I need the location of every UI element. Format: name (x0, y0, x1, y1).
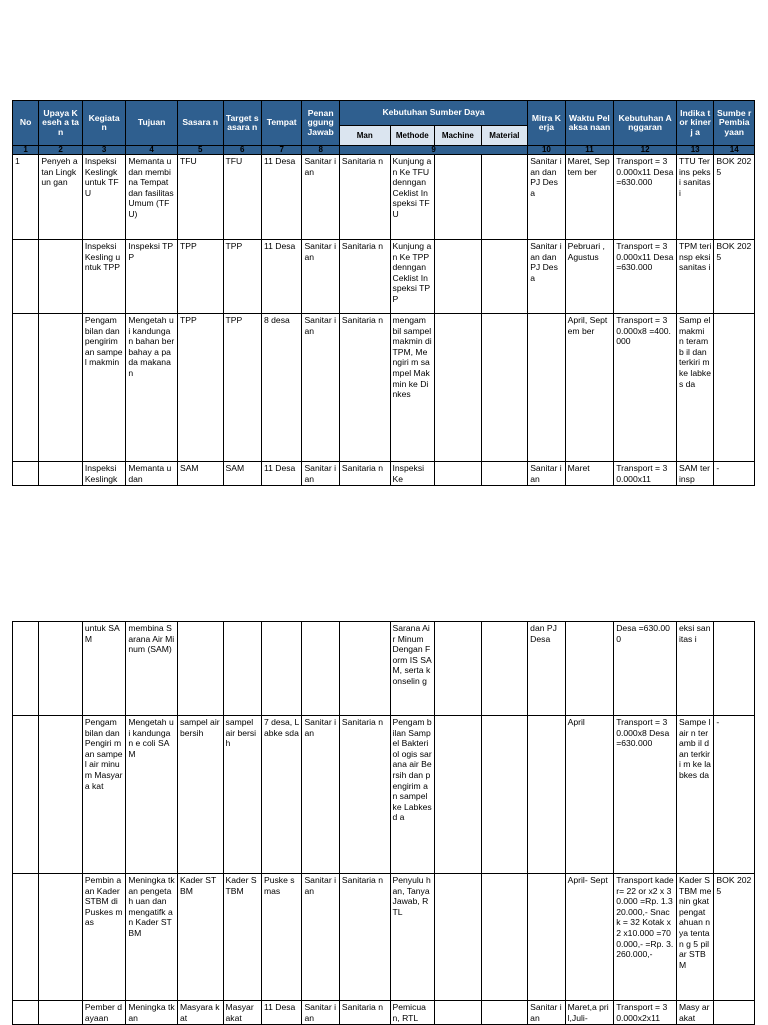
cell-man: Sanitaria n (339, 314, 390, 462)
header-tempat: Tempat (261, 101, 301, 146)
cell-material (481, 314, 528, 462)
cell-tempat: 11 Desa (261, 1001, 301, 1025)
cell-machine (435, 314, 482, 462)
column-numbers-row (13, 146, 755, 155)
cell-methode: Kunjung an Ke TPP denngan Ceklist Inspeksi TPP (390, 240, 435, 314)
col-number: 6 (223, 146, 261, 155)
cell-upaya (39, 240, 83, 314)
cell-mitra: dan PJ Desa (528, 622, 565, 716)
header-machine: Machine (435, 126, 482, 146)
cell-mitra (528, 314, 565, 462)
cell-waktu: Pebruari , Agustus (565, 240, 614, 314)
cell-upaya (39, 622, 83, 716)
cell-sumber: - (714, 716, 755, 874)
cell-anggaran: Desa =630.000 (614, 622, 677, 716)
cell-kegiatan: Pengam bilan dan Pengiri man sampel air minum Masyara kat (82, 716, 126, 874)
header-sumber: Sumbe r Pembia yaan (714, 101, 755, 146)
cell-tujuan: membina Sarana Air Minum (SAM) (126, 622, 178, 716)
cell-anggaran: Transport = 30.000x11 Desa =630.000 (614, 155, 677, 240)
cell-material (481, 155, 528, 240)
cell-tempat: 11 Desa (261, 240, 301, 314)
cell-target (223, 622, 261, 716)
col-number: 7 (261, 146, 301, 155)
header-kegiatan: Kegiata n (82, 101, 126, 146)
cell-tempat: 8 desa (261, 314, 301, 462)
table-row (13, 462, 755, 486)
cell-kegiatan: Inspeksi Keslingk untuk TFU (82, 155, 126, 240)
cell-no (13, 622, 39, 716)
cell-target: TPP (223, 240, 261, 314)
cell-methode: Penyulu han, Tanya Jawab, RTL (390, 874, 435, 1001)
cell-upaya (39, 462, 83, 486)
table-row (13, 155, 755, 240)
cell-methode: Kunjung an Ke TFU denngan Ceklist Inspeksi TFU (390, 155, 435, 240)
cell-pj (302, 622, 339, 716)
cell-pj: Sanitar ian (302, 240, 339, 314)
table-row (13, 240, 755, 314)
cell-waktu (565, 622, 614, 716)
cell-tujuan: Memanta u dan membina Tempat dan fasilitas Umum (TFU) (126, 155, 178, 240)
cell-tujuan: Inspeksi TPP (126, 240, 178, 314)
cell-methode: Pemicua n, RTL (390, 1001, 435, 1025)
cell-indikator: Sampe l air n teramb il dan terkiri m ke labkes da (676, 716, 713, 874)
cell-sasaran: SAM (177, 462, 223, 486)
cell-mitra: Sanitar ian (528, 1001, 565, 1025)
cell-tujuan: Meningka tkan pengetah uan dan mengatifk an Kader STBM (126, 874, 178, 1001)
header-mitra: Mitra Kerja (528, 101, 565, 146)
cell-waktu: April, Septem ber (565, 314, 614, 462)
cell-upaya (39, 1001, 83, 1025)
cell-no (13, 240, 39, 314)
header-target: Target sasara n (223, 101, 261, 146)
cell-anggaran: Transport kader= 22 or x2 x 30.000 =Rp. 1.320.000,- Snack = 32 Kotak x2 x10.000 =700.000,- =Rp. 3.260.000,- (614, 874, 677, 1001)
col-number: 5 (177, 146, 223, 155)
cell-target: TPP (223, 314, 261, 462)
cell-tujuan: Meningka tkan (126, 1001, 178, 1025)
cell-man: Sanitaria n (339, 1001, 390, 1025)
cell-pj: Sanitar ian (302, 314, 339, 462)
cell-sasaran: Kader STBM (177, 874, 223, 1001)
cell-kegiatan: untuk SAM (82, 622, 126, 716)
cell-indikator: Masy arakat (676, 1001, 713, 1025)
col-number: 13 (676, 146, 713, 155)
cell-target: TFU (223, 155, 261, 240)
header-no: No (13, 101, 39, 146)
cell-material (481, 874, 528, 1001)
cell-sumber: BOK 2025 (714, 240, 755, 314)
cell-no (13, 314, 39, 462)
cell-machine (435, 240, 482, 314)
cell-tujuan: Mengetah ui kandunga n e coli SAM (126, 716, 178, 874)
cell-sumber: - (714, 462, 755, 486)
cell-indikator: TPM terinsp eksi sanitas i (676, 240, 713, 314)
cell-anggaran: Transport = 30.000x8 =400.000 (614, 314, 677, 462)
cell-sasaran: TPP (177, 314, 223, 462)
cell-waktu: April- Sept (565, 874, 614, 1001)
header-kebutuhan-sumber-daya: Kebutuhan Sumber Daya (339, 101, 527, 126)
cell-material (481, 240, 528, 314)
cell-methode: Sarana Air Minum Dengan Form IS SAM, serta konselin g (390, 622, 435, 716)
cell-tempat: 11 Desa (261, 462, 301, 486)
cell-pj: Sanitar ian (302, 716, 339, 874)
cell-man (339, 622, 390, 716)
cell-mitra (528, 716, 565, 874)
col-number: 3 (82, 146, 126, 155)
cell-methode: Inspeksi Ke (390, 462, 435, 486)
cell-kegiatan: Inspeksi Kesling untuk TPP (82, 240, 126, 314)
header-tujuan: Tujuan (126, 101, 178, 146)
cell-tujuan: Mengetah ui kandunga n bahan berbahay a pada makanan (126, 314, 178, 462)
cell-target: SAM (223, 462, 261, 486)
cell-machine (435, 622, 482, 716)
cell-sumber: BOK 2025 (714, 874, 755, 1001)
cell-tempat (261, 622, 301, 716)
cell-target: Masyar akat (223, 1001, 261, 1025)
cell-upaya (39, 716, 83, 874)
cell-indikator: TTU Terins peksi sanitas i (676, 155, 713, 240)
col-number: 9 (339, 146, 527, 155)
cell-machine (435, 155, 482, 240)
cell-kegiatan: Inspeksi Keslingk (82, 462, 126, 486)
col-number: 8 (302, 146, 339, 155)
cell-waktu: Maret,a pril,Juli- (565, 1001, 614, 1025)
cell-anggaran: Transport = 30.000x11 (614, 462, 677, 486)
cell-sumber (714, 1001, 755, 1025)
col-number: 14 (714, 146, 755, 155)
cell-sasaran: TFU (177, 155, 223, 240)
col-number: 2 (39, 146, 83, 155)
cell-material (481, 1001, 528, 1025)
cell-upaya: Penyeh atan Lingkun gan (39, 155, 83, 240)
cell-upaya (39, 314, 83, 462)
table-row (13, 622, 755, 716)
cell-methode: mengam bil sampel makmin di TPM, Mengiri m sampel Makmin ke Dinkes (390, 314, 435, 462)
cell-tempat: Puske smas (261, 874, 301, 1001)
cell-pj: Sanitar ian (302, 874, 339, 1001)
col-number: 4 (126, 146, 178, 155)
cell-no: 1 (13, 155, 39, 240)
header-penanggung-jawab: Penan ggung Jawab (302, 101, 339, 146)
cell-mitra: Sanitar ian dan PJ Desa (528, 155, 565, 240)
cell-sasaran: sampel air bersih (177, 716, 223, 874)
cell-machine (435, 874, 482, 1001)
header-waktu: Waktu Pelaksa naan (565, 101, 614, 146)
cell-indikator: Samp el makmi n teramb il dan terkiri m ke labkes da (676, 314, 713, 462)
cell-no (13, 716, 39, 874)
cell-anggaran: Transport = 30.000x2x11 (614, 1001, 677, 1025)
col-number: 11 (565, 146, 614, 155)
cell-man: Sanitaria n (339, 240, 390, 314)
cell-material (481, 462, 528, 486)
cell-no (13, 874, 39, 1001)
header-anggaran: Kebutuhan Anggaran (614, 101, 677, 146)
cell-upaya (39, 874, 83, 1001)
cell-tempat: 11 Desa (261, 155, 301, 240)
col-number: 10 (528, 146, 565, 155)
cell-machine (435, 1001, 482, 1025)
header-sasaran: Sasara n (177, 101, 223, 146)
cell-pj: Sanitar ian (302, 155, 339, 240)
cell-sasaran: Masyara kat (177, 1001, 223, 1025)
cell-waktu: Maret, Septem ber (565, 155, 614, 240)
cell-sasaran: TPP (177, 240, 223, 314)
table-row (13, 314, 755, 462)
cell-tempat: 7 desa, Labke sda (261, 716, 301, 874)
cell-machine (435, 462, 482, 486)
cell-anggaran: Transport = 30.000x11 Desa =630.000 (614, 240, 677, 314)
cell-waktu: Maret (565, 462, 614, 486)
cell-indikator: eksi sanitas i (676, 622, 713, 716)
header-methode: Methode (390, 126, 435, 146)
cell-man: Sanitaria n (339, 462, 390, 486)
header-material: Material (481, 126, 528, 146)
col-number: 1 (13, 146, 39, 155)
cell-indikator: SAM terinsp (676, 462, 713, 486)
cell-man: Sanitaria n (339, 716, 390, 874)
cell-waktu: April (565, 716, 614, 874)
cell-pj: Sanitar ian (302, 1001, 339, 1025)
page1-table (12, 100, 755, 486)
cell-man: Sanitaria n (339, 155, 390, 240)
table-row (13, 874, 755, 1001)
page2-table (12, 621, 755, 1025)
cell-anggaran: Transport = 30.000x8 Desa =630.000 (614, 716, 677, 874)
cell-target: Kader STBM (223, 874, 261, 1001)
cell-sasaran (177, 622, 223, 716)
cell-mitra: Sanitar ian dan PJ Desa (528, 240, 565, 314)
col-number: 12 (614, 146, 677, 155)
cell-mitra (528, 874, 565, 1001)
header-man: Man (339, 126, 390, 146)
cell-kegiatan: Pembin aan Kader STBM di Puskes mas (82, 874, 126, 1001)
cell-no (13, 462, 39, 486)
cell-sumber (714, 314, 755, 462)
cell-material (481, 716, 528, 874)
cell-methode: Pengam bilan Sampel Bakteriol ogis sarana air Bersih dan pengirim an sampel ke Labkesd a (390, 716, 435, 874)
cell-mitra: Sanitar ian (528, 462, 565, 486)
cell-tujuan: Memanta u dan (126, 462, 178, 486)
cell-no (13, 1001, 39, 1025)
cell-material (481, 622, 528, 716)
header-upaya: Upaya Keseh a tan (39, 101, 83, 146)
table-row (13, 1001, 755, 1025)
cell-target: sampel air bersih (223, 716, 261, 874)
cell-kegiatan: Pengam bilan dan pengirim an sampel makmin (82, 314, 126, 462)
cell-indikator: Kader STBM menin gkat pengat ahuan nya tentan g 5 pilar STBM (676, 874, 713, 1001)
header-indikator: Indika tor kinerj a (676, 101, 713, 146)
cell-pj: Sanitar ian (302, 462, 339, 486)
cell-machine (435, 716, 482, 874)
cell-kegiatan: Pember dayaan (82, 1001, 126, 1025)
table-row (13, 716, 755, 874)
cell-sumber: BOK 2025 (714, 155, 755, 240)
cell-man: Sanitaria n (339, 874, 390, 1001)
cell-sumber (714, 622, 755, 716)
